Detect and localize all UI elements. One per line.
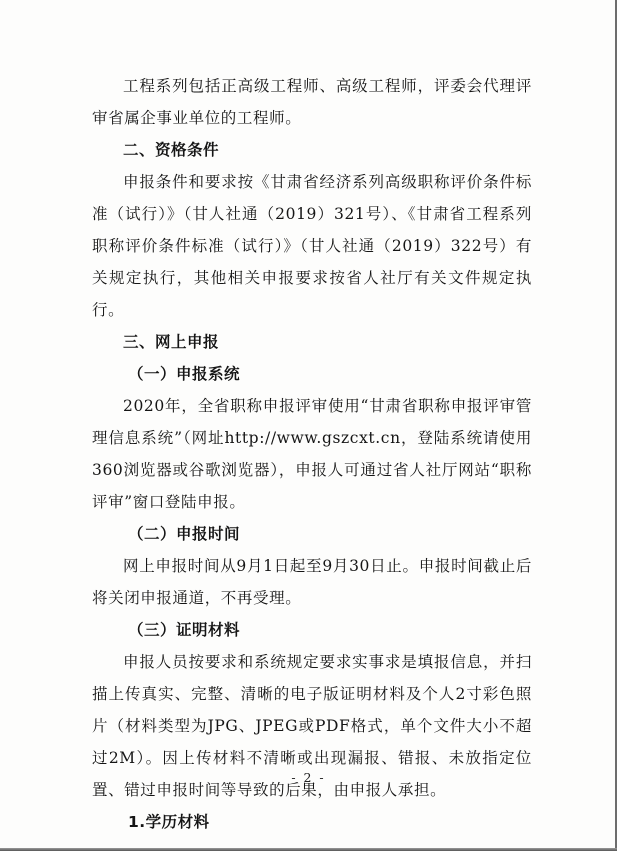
paragraph-supporting-materials: 申报人员按要求和系统规定要求实事求是填报信息，并扫描上传真实、完整、清晰的电子版证明材料及个人2寸彩色照片（材料类型为JPG、JPEG或PDF格式，单个文件大小不超过2M）。因上传材料不清晰或出现漏报、错报、未放指定位置、错过申报时间等导致的后果，由申报人承担。: [92, 653, 532, 799]
subheading-application-system: （一）申报系统: [128, 365, 241, 383]
subheading-application-time: （二）申报时间: [128, 525, 241, 543]
heading-qualifications: 二、资格条件: [123, 141, 220, 159]
heading-online-application: 三、网上申报: [123, 333, 220, 351]
paragraph-application-system: 2020年，全省职称申报评审使用“甘肃省职称申报评审管理信息系统”（网址http://www.gszcxt.cn，登陆系统请使用360浏览器或谷歌浏览器），申报人可通过省人社厅网站“职称评审”窗口登陆申报。: [92, 397, 532, 511]
page-number: - 2 -: [291, 770, 326, 785]
subheading-education-materials: 1.学历材料: [128, 813, 210, 831]
paragraph-application-time: 网上申报时间从9月1日起至9月30日止。申报时间截止后将关闭申报通道，不再受理。: [92, 557, 532, 607]
document-body: [92, 70, 532, 838]
paragraph-engineering-scope: 工程系列包括正高级工程师、高级工程师，评委会代理评审省属企事业单位的工程师。: [92, 77, 532, 127]
paragraph-qualification-standards: 申报条件和要求按《甘肃省经济系列高级职称评价条件标准（试行）》（甘人社通（2019）321号）、《甘肃省工程系列职称评价条件标准（试行）》（甘人社通（2019）322号）有关规定执行，其他相关申报要求按省人社厅有关文件规定执行。: [92, 173, 532, 319]
subheading-supporting-materials: （三）证明材料: [128, 621, 241, 639]
